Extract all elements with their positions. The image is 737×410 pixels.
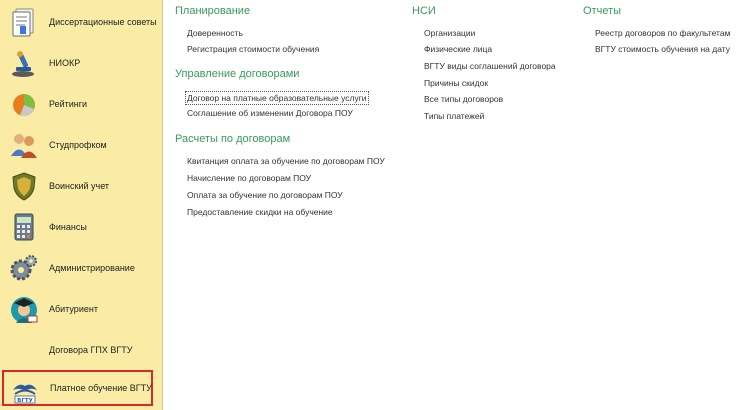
link-register-tuition-cost[interactable]: Регистрация стоимости обучения — [187, 44, 320, 54]
link-contract-amendment[interactable]: Соглашение об изменении Договора ПОУ — [187, 108, 353, 118]
group-title-nsi: НСИ — [412, 5, 436, 17]
sidebar-item-label: Воинский учет — [49, 181, 110, 191]
graduate-icon — [8, 293, 40, 325]
sidebar-item-label: Диссертационные советы — [49, 17, 157, 27]
group-title-contract-management: Управление договорами — [175, 68, 300, 80]
sidebar-item-military[interactable] — [0, 166, 162, 206]
sidebar-item-label: Студпрофком — [49, 140, 107, 150]
link-accrual[interactable]: Начисление по договорам ПОУ — [187, 173, 312, 183]
link-all-contract-types[interactable]: Все типы договоров — [424, 94, 504, 104]
link-discount-reasons[interactable]: Причины скидок — [424, 78, 489, 88]
sidebar-item-gph-contracts[interactable] — [0, 330, 162, 370]
group-title-contract-settlements: Расчеты по договорам — [175, 133, 291, 145]
microscope-icon — [8, 47, 40, 79]
sidebar-item-dissertation-councils[interactable] — [0, 2, 162, 42]
document-icon — [8, 6, 40, 38]
link-tuition-payment[interactable]: Оплата за обучение по договорам ПОУ — [187, 190, 343, 200]
sidebar-item-studprofkom[interactable] — [0, 125, 162, 165]
link-tuition-receipt[interactable]: Квитанция оплата за обучение по договорам ПОУ — [187, 156, 385, 166]
group-title-reports: Отчеты — [583, 5, 622, 17]
link-tuition-cost-on-date[interactable]: ВГТУ стоимость обучения на дату — [595, 44, 730, 54]
link-contracts-by-faculty[interactable]: Реестр договоров по факультетам — [595, 28, 731, 38]
link-paid-education-contract[interactable]: Договор на платные образовательные услуги — [187, 93, 367, 103]
sidebar-item-finance[interactable] — [0, 207, 162, 247]
sidebar-item-ratings[interactable] — [0, 84, 162, 124]
gears-icon — [8, 252, 40, 284]
shield-icon — [8, 170, 40, 202]
vgtu-logo-icon — [9, 374, 41, 406]
sidebar — [0, 0, 163, 410]
link-agreement-types[interactable]: ВГТУ виды соглашений договора — [424, 61, 556, 71]
link-payment-types[interactable]: Типы платежей — [424, 111, 485, 121]
sidebar-item-label: НИОКР — [49, 58, 81, 68]
sidebar-item-label: Рейтинги — [49, 99, 88, 109]
sidebar-item-paid-education[interactable] — [2, 370, 153, 406]
pie-chart-icon — [8, 88, 40, 120]
link-individuals[interactable]: Физические лица — [424, 44, 493, 54]
sidebar-item-label: Финансы — [49, 222, 87, 232]
sidebar-item-label: Абитуриент — [49, 304, 98, 314]
link-organizations[interactable]: Организации — [424, 28, 476, 38]
sidebar-item-label: Платное обучение ВГТУ — [50, 383, 152, 393]
link-power-of-attorney[interactable]: Доверенность — [187, 28, 243, 38]
people-icon — [8, 129, 40, 161]
calculator-icon — [8, 211, 40, 243]
sidebar-item-applicant[interactable] — [0, 289, 162, 329]
link-discount-grant[interactable]: Предоставление скидки на обучение — [187, 207, 333, 217]
sidebar-item-administration[interactable] — [0, 248, 162, 288]
group-title-planning: Планирование — [175, 5, 251, 17]
sidebar-item-label: Договора ГПХ ВГТУ — [49, 345, 133, 355]
sidebar-item-label: Администрирование — [49, 263, 135, 273]
sidebar-item-niokr[interactable] — [0, 43, 162, 83]
svg-text:ВГТУ: ВГТУ — [17, 398, 33, 404]
